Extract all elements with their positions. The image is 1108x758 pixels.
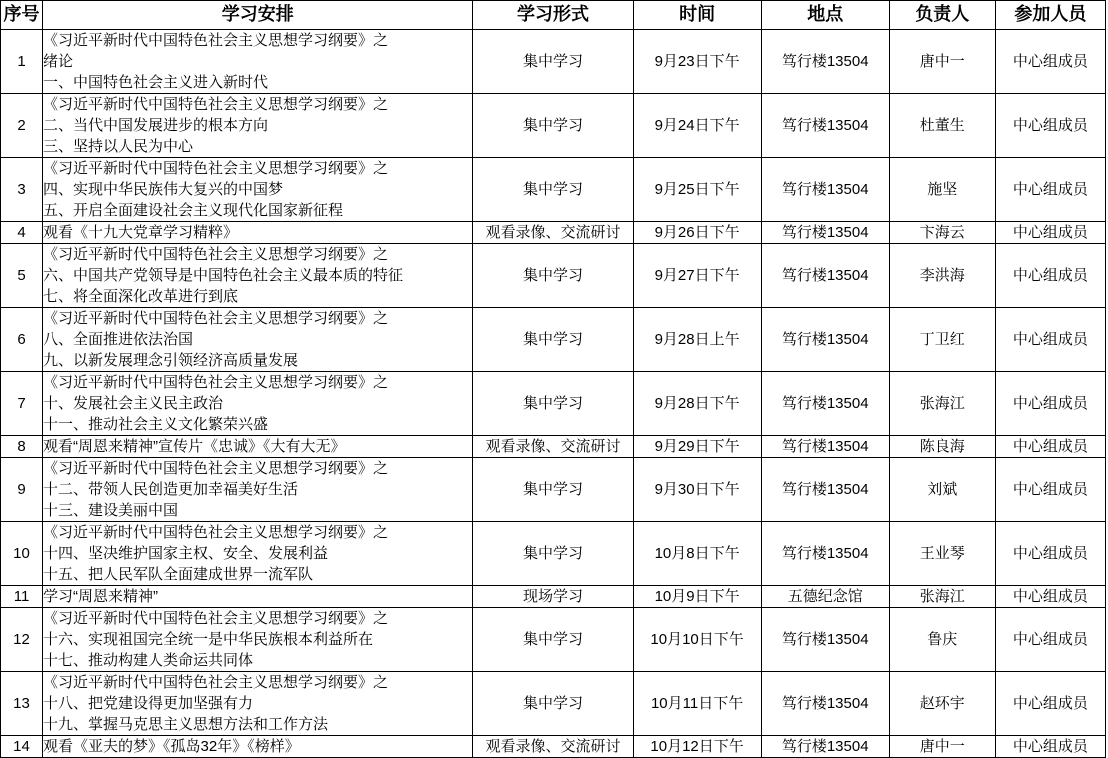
cell-place: 笃行楼13504 [761, 222, 889, 244]
topic-line: 九、以新发展理念引领经济高质量发展 [43, 352, 299, 369]
cell-form: 集中学习 [473, 672, 633, 736]
cell-seq: 7 [1, 372, 43, 436]
cell-place: 笃行楼13504 [761, 158, 889, 222]
table-row [1, 222, 1106, 244]
cell-people: 中心组成员 [995, 586, 1105, 608]
topic-line: 一、中国特色社会主义进入新时代 [43, 74, 269, 91]
topic-line: 十七、推动构建人类命运共同体 [43, 652, 254, 669]
cell-people: 中心组成员 [995, 736, 1105, 758]
cell-owner: 施坚 [889, 158, 995, 222]
topic-line: 二、当代中国发展进步的根本方向 [43, 117, 269, 134]
topic-line: 《习近平新时代中国特色社会主义思想学习纲要》之 [43, 32, 389, 49]
topic-line: 十五、把人民军队全面建成世界一流军队 [43, 566, 314, 583]
table-row [1, 608, 1106, 672]
cell-time: 9月26日下午 [633, 222, 761, 244]
cell-form: 集中学习 [473, 308, 633, 372]
cell-time: 10月10日下午 [633, 608, 761, 672]
column-header-form: 学习形式 [473, 1, 633, 30]
topic-line: 十、发展社会主义民主政治 [43, 395, 224, 412]
table-row [1, 30, 1106, 94]
topic-line: 十八、把党建设得更加坚强有力 [43, 695, 254, 712]
topic-line: 五、开启全面建设社会主义现代化国家新征程 [43, 202, 344, 219]
table-row [1, 586, 1106, 608]
cell-place: 笃行楼13504 [761, 30, 889, 94]
topic-line: 《习近平新时代中国特色社会主义思想学习纲要》之 [43, 96, 389, 113]
cell-place: 笃行楼13504 [761, 672, 889, 736]
cell-people: 中心组成员 [995, 458, 1105, 522]
table-row [1, 736, 1106, 758]
table-row [1, 308, 1106, 372]
cell-form: 集中学习 [473, 458, 633, 522]
cell-owner: 赵环宇 [889, 672, 995, 736]
cell-topic [43, 608, 473, 672]
topic-line: 《习近平新时代中国特色社会主义思想学习纲要》之 [43, 674, 389, 691]
cell-seq: 10 [1, 522, 43, 586]
cell-place: 笃行楼13504 [761, 94, 889, 158]
column-header-time: 时间 [633, 1, 761, 30]
topic-line: 《习近平新时代中国特色社会主义思想学习纲要》之 [43, 610, 389, 627]
topic-line: 《习近平新时代中国特色社会主义思想学习纲要》之 [43, 246, 389, 263]
cell-seq: 9 [1, 458, 43, 522]
cell-seq: 6 [1, 308, 43, 372]
cell-people: 中心组成员 [995, 436, 1105, 458]
cell-form: 集中学习 [473, 94, 633, 158]
topic-line: 十九、掌握马克思主义思想方法和工作方法 [43, 716, 329, 733]
topic-line: 观看“周恩来精神”宣传片《忠诚》《大有大无》 [43, 438, 346, 455]
cell-form: 观看录像、交流研讨 [473, 222, 633, 244]
topic-line: 十六、实现祖国完全统一是中华民族根本利益所在 [43, 631, 374, 648]
topic-line: 十一、推动社会主义文化繁荣兴盛 [43, 416, 269, 433]
column-header-people: 参加人员 [995, 1, 1105, 30]
cell-seq: 3 [1, 158, 43, 222]
topic-line: 四、实现中华民族伟大复兴的中国梦 [43, 181, 284, 198]
cell-owner: 唐中一 [889, 30, 995, 94]
cell-topic [43, 372, 473, 436]
cell-people: 中心组成员 [995, 372, 1105, 436]
cell-topic [43, 30, 473, 94]
column-header-owner: 负责人 [889, 1, 995, 30]
cell-time: 10月9日下午 [633, 586, 761, 608]
cell-owner: 陈良海 [889, 436, 995, 458]
cell-seq: 8 [1, 436, 43, 458]
column-header-seq: 序号 [1, 1, 43, 30]
cell-seq: 14 [1, 736, 43, 758]
cell-seq: 1 [1, 30, 43, 94]
topic-line: 十三、建设美丽中国 [43, 502, 179, 519]
cell-place: 笃行楼13504 [761, 522, 889, 586]
cell-form: 集中学习 [473, 30, 633, 94]
cell-owner: 卞海云 [889, 222, 995, 244]
cell-form: 观看录像、交流研讨 [473, 736, 633, 758]
cell-topic [43, 436, 473, 458]
cell-time: 9月28日上午 [633, 308, 761, 372]
cell-form: 集中学习 [473, 372, 633, 436]
cell-time: 9月24日下午 [633, 94, 761, 158]
cell-people: 中心组成员 [995, 672, 1105, 736]
cell-owner: 杜董生 [889, 94, 995, 158]
cell-seq: 2 [1, 94, 43, 158]
cell-place: 五德纪念馆 [761, 586, 889, 608]
table-row [1, 372, 1106, 436]
cell-topic [43, 458, 473, 522]
table-row [1, 522, 1106, 586]
cell-form: 观看录像、交流研讨 [473, 436, 633, 458]
cell-form: 集中学习 [473, 608, 633, 672]
cell-owner: 王业琴 [889, 522, 995, 586]
cell-form: 现场学习 [473, 586, 633, 608]
topic-line: 《习近平新时代中国特色社会主义思想学习纲要》之 [43, 374, 389, 391]
cell-owner: 刘斌 [889, 458, 995, 522]
cell-place: 笃行楼13504 [761, 244, 889, 308]
table-row [1, 94, 1106, 158]
cell-seq: 4 [1, 222, 43, 244]
cell-topic [43, 158, 473, 222]
cell-topic [43, 222, 473, 244]
cell-time: 10月12日下午 [633, 736, 761, 758]
cell-place: 笃行楼13504 [761, 736, 889, 758]
cell-seq: 12 [1, 608, 43, 672]
cell-owner: 李洪海 [889, 244, 995, 308]
cell-time: 10月8日下午 [633, 522, 761, 586]
table-row [1, 158, 1106, 222]
cell-form: 集中学习 [473, 522, 633, 586]
cell-time: 10月11日下午 [633, 672, 761, 736]
cell-people: 中心组成员 [995, 308, 1105, 372]
cell-people: 中心组成员 [995, 608, 1105, 672]
cell-owner: 唐中一 [889, 736, 995, 758]
topic-line: 学习“周恩来精神” [43, 588, 159, 605]
cell-topic [43, 522, 473, 586]
cell-people: 中心组成员 [995, 222, 1105, 244]
topic-line: 绪论 [43, 53, 74, 70]
cell-seq: 11 [1, 586, 43, 608]
table-row [1, 244, 1106, 308]
cell-topic [43, 736, 473, 758]
topic-line: 七、将全面深化改革进行到底 [43, 288, 239, 305]
cell-form: 集中学习 [473, 158, 633, 222]
cell-time: 9月23日下午 [633, 30, 761, 94]
cell-place: 笃行楼13504 [761, 372, 889, 436]
topic-line: 八、全面推进依法治国 [43, 331, 194, 348]
topic-line: 《习近平新时代中国特色社会主义思想学习纲要》之 [43, 524, 389, 541]
table-row [1, 458, 1106, 522]
table-row [1, 436, 1106, 458]
cell-people: 中心组成员 [995, 30, 1105, 94]
cell-form: 集中学习 [473, 244, 633, 308]
cell-place: 笃行楼13504 [761, 608, 889, 672]
cell-topic [43, 586, 473, 608]
cell-people: 中心组成员 [995, 522, 1105, 586]
header-row [1, 1, 1106, 30]
cell-time: 9月29日下午 [633, 436, 761, 458]
cell-topic [43, 94, 473, 158]
cell-topic [43, 244, 473, 308]
cell-owner: 丁卫红 [889, 308, 995, 372]
cell-place: 笃行楼13504 [761, 308, 889, 372]
cell-owner: 鲁庆 [889, 608, 995, 672]
cell-seq: 5 [1, 244, 43, 308]
cell-time: 9月30日下午 [633, 458, 761, 522]
topic-line: 《习近平新时代中国特色社会主义思想学习纲要》之 [43, 310, 389, 327]
topic-line: 观看《十九大党章学习精粹》 [43, 224, 239, 241]
table-body [1, 30, 1106, 758]
cell-seq: 13 [1, 672, 43, 736]
cell-owner: 张海江 [889, 372, 995, 436]
cell-place: 笃行楼13504 [761, 458, 889, 522]
cell-place: 笃行楼13504 [761, 436, 889, 458]
cell-time: 9月25日下午 [633, 158, 761, 222]
column-header-topic: 学习安排 [43, 1, 473, 30]
cell-people: 中心组成员 [995, 158, 1105, 222]
topic-line: 三、坚持以人民为中心 [43, 138, 194, 155]
topic-line: 观看《亚夫的梦》《孤岛32年》《榜样》 [43, 738, 300, 755]
topic-line: 《习近平新时代中国特色社会主义思想学习纲要》之 [43, 160, 389, 177]
cell-time: 9月28日下午 [633, 372, 761, 436]
column-header-place: 地点 [761, 1, 889, 30]
cell-owner: 张海江 [889, 586, 995, 608]
topic-line: 十四、坚决维护国家主权、安全、发展利益 [43, 545, 329, 562]
topic-line: 《习近平新时代中国特色社会主义思想学习纲要》之 [43, 460, 389, 477]
topic-line: 十二、带领人民创造更加幸福美好生活 [43, 481, 299, 498]
cell-people: 中心组成员 [995, 244, 1105, 308]
cell-topic [43, 308, 473, 372]
table-header [1, 1, 1106, 30]
cell-time: 9月27日下午 [633, 244, 761, 308]
cell-people: 中心组成员 [995, 94, 1105, 158]
topic-line: 六、中国共产党领导是中国特色社会主义最本质的特征 [43, 267, 404, 284]
